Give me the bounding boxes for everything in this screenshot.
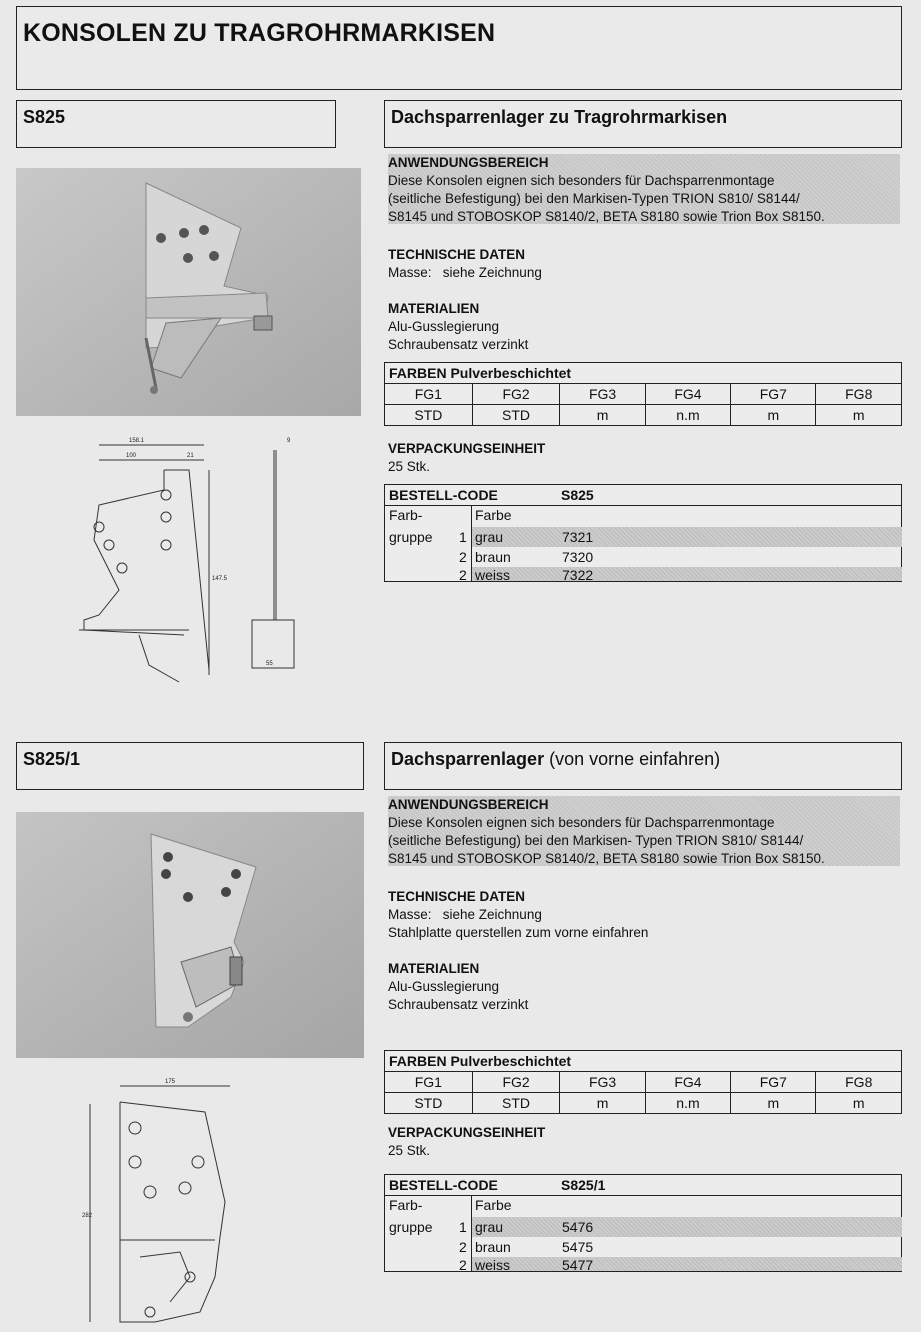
order-row-group: 2 (459, 1239, 467, 1255)
color-group-header: FG8 (816, 1072, 902, 1093)
order-row-code: 7322 (562, 567, 594, 583)
materials-line-2: Schraubensatz verzinkt (388, 337, 529, 352)
color-group-value: STD (472, 405, 560, 426)
order-row-group: 2 (459, 1257, 467, 1273)
product-heading-box (384, 100, 902, 148)
materials-line-2: Schraubensatz verzinkt (388, 997, 529, 1012)
anwendung-line-2: (seitliche Befestigung) bei den Markisen-Typen TRION S810/ S8144/ (388, 191, 800, 206)
order-row-color: weiss (475, 567, 511, 583)
color-group-value: STD (472, 1093, 560, 1114)
color-group-value: m (816, 1093, 902, 1114)
order-row-color: braun (475, 549, 511, 565)
color-group-header: FG7 (731, 384, 816, 405)
color-group-value: n.m (645, 1093, 730, 1114)
color-group-value: STD (385, 405, 473, 426)
order-row-code: 5477 (562, 1257, 594, 1273)
packaging-title: VERPACKUNGSEINHEIT (388, 1125, 546, 1140)
dim-f: 55 (266, 661, 273, 667)
anwendung-line-2: (seitliche Befestigung) bei den Markisen- Typen TRION S810/ S8144/ (388, 833, 804, 848)
farbgruppe-label-2: gruppe (389, 1219, 433, 1235)
color-group-value: m (560, 1093, 645, 1114)
tech-section (388, 888, 900, 942)
farbe-label: Farbe (475, 1197, 512, 1213)
color-group-value: m (731, 405, 816, 426)
order-row-color: grau (475, 529, 504, 545)
anwendung-line-3: S8145 und STOBOSKOP S8140/2, BETA S8180 sowie Trion Box S8150. (388, 851, 825, 866)
page-title-box (16, 6, 902, 90)
tech-title: TECHNISCHE DATEN (388, 247, 526, 262)
colors-table (384, 362, 902, 426)
dim-d: 9 (287, 438, 291, 444)
packaging-section (388, 1124, 900, 1160)
order-row-group: 2 (459, 549, 467, 565)
order-row (472, 527, 902, 547)
materials-section (388, 960, 900, 1014)
order-row-group: 2 (459, 567, 467, 583)
anwendung-title: ANWENDUNGSBEREICH (388, 155, 549, 170)
packaging-section (388, 440, 900, 476)
color-group-header: FG3 (560, 1072, 645, 1093)
dim-e: 147.5 (212, 576, 228, 582)
anwendung-section (388, 154, 900, 224)
dim-c: 21 (187, 453, 194, 459)
color-group-header: FG4 (645, 384, 730, 405)
color-group-value: STD (385, 1093, 473, 1114)
product-code-box (16, 100, 336, 148)
tech-title: TECHNISCHE DATEN (388, 889, 526, 904)
color-group-header: FG2 (472, 1072, 560, 1093)
order-code-title: BESTELL-CODE (389, 487, 498, 503)
order-row-color: weiss (475, 1257, 511, 1273)
anwendung-line-1: Diese Konsolen eignen sich besonders für Dachsparrenmontage (388, 173, 775, 188)
order-code-product: S825/1 (561, 1177, 606, 1193)
dim-b: 282 (82, 1213, 93, 1219)
product-heading: Dachsparrenlager zu Tragrohrmarkisen (391, 107, 728, 127)
order-row (472, 547, 902, 567)
color-group-header: FG3 (560, 384, 645, 405)
farbe-label: Farbe (475, 507, 512, 523)
order-row-code: 5476 (562, 1219, 594, 1235)
order-row (472, 567, 902, 581)
anwendung-line-3: S8145 und STOBOSKOP S8140/2, BETA S8180 sowie Trion Box S8150. (388, 209, 825, 224)
product-code: S825 (23, 107, 66, 127)
materials-line-1: Alu-Gusslegierung (388, 979, 500, 994)
color-group-header: FG7 (731, 1072, 816, 1093)
product-heading-box (384, 742, 902, 790)
color-group-value: n.m (645, 405, 730, 426)
dim-a: 158.1 (129, 438, 145, 444)
farbgruppe-label-1: Farb- (389, 507, 423, 523)
color-group-header: FG4 (645, 1072, 730, 1093)
colors-table (384, 1050, 902, 1114)
tech-line-1: Masse: siehe Zeichnung (388, 265, 542, 280)
farbgruppe-label-1: Farb- (389, 1197, 423, 1213)
order-row (472, 1237, 902, 1257)
anwendung-section (388, 796, 900, 866)
order-code-table (384, 1174, 902, 1272)
bracket-dimension-drawing (80, 1072, 310, 1330)
order-code-table (384, 484, 902, 582)
bracket-photo-illustration (16, 168, 361, 416)
product-heading: Dachsparrenlager (von vorne einfahren) (391, 749, 721, 769)
technical-drawing (64, 430, 304, 690)
technical-drawing (80, 1072, 310, 1332)
order-code-product: S825 (561, 487, 594, 503)
order-row (472, 1257, 902, 1271)
page-title: KONSOLEN ZU TRAGROHRMARKISEN (23, 19, 496, 47)
product-code-box (16, 742, 364, 790)
order-code-header (385, 485, 901, 506)
color-group-value: m (816, 405, 902, 426)
packaging-title: VERPACKUNGSEINHEIT (388, 441, 546, 456)
packaging-value: 25 Stk. (388, 459, 431, 474)
color-group-value: m (560, 405, 645, 426)
materials-title: MATERIALIEN (388, 961, 480, 976)
product-photo (16, 168, 361, 416)
colors-table-title: FARBEN Pulverbeschichtet (385, 1051, 902, 1072)
color-group-header: FG8 (816, 384, 902, 405)
anwendung-title: ANWENDUNGSBEREICH (388, 797, 549, 812)
bracket-dimension-drawing (64, 430, 304, 690)
order-row-color: braun (475, 1239, 511, 1255)
color-group-value: m (731, 1093, 816, 1114)
product-code: S825/1 (23, 749, 81, 769)
materials-title: MATERIALIEN (388, 301, 480, 316)
order-row-color: grau (475, 1219, 504, 1235)
order-row-code: 7321 (562, 529, 594, 545)
color-group-header: FG1 (385, 384, 473, 405)
order-row-code: 5475 (562, 1239, 594, 1255)
anwendung-line-1: Diese Konsolen eignen sich besonders für Dachsparrenmontage (388, 815, 775, 830)
color-group-header: FG1 (385, 1072, 473, 1093)
order-row-group: 1 (459, 1219, 467, 1235)
tech-section (388, 246, 900, 282)
materials-section (388, 300, 900, 354)
order-code-header (385, 1175, 901, 1196)
color-group-header: FG2 (472, 384, 560, 405)
order-code-title: BESTELL-CODE (389, 1177, 498, 1193)
packaging-value: 25 Stk. (388, 1143, 431, 1158)
order-row-group: 1 (459, 529, 467, 545)
order-row (472, 1217, 902, 1237)
tech-line-1: Masse: siehe Zeichnung (388, 907, 542, 922)
bracket-photo-illustration (16, 812, 364, 1058)
tech-line-2: Stahlplatte querstellen zum vorne einfahren (388, 925, 649, 940)
product-photo (16, 812, 364, 1058)
order-row-code: 7320 (562, 549, 594, 565)
farbgruppe-label-2: gruppe (389, 529, 433, 545)
dim-b: 100 (126, 453, 137, 459)
materials-line-1: Alu-Gusslegierung (388, 319, 500, 334)
dim-a: 175 (165, 1079, 176, 1085)
colors-table-title: FARBEN Pulverbeschichtet (385, 363, 902, 384)
